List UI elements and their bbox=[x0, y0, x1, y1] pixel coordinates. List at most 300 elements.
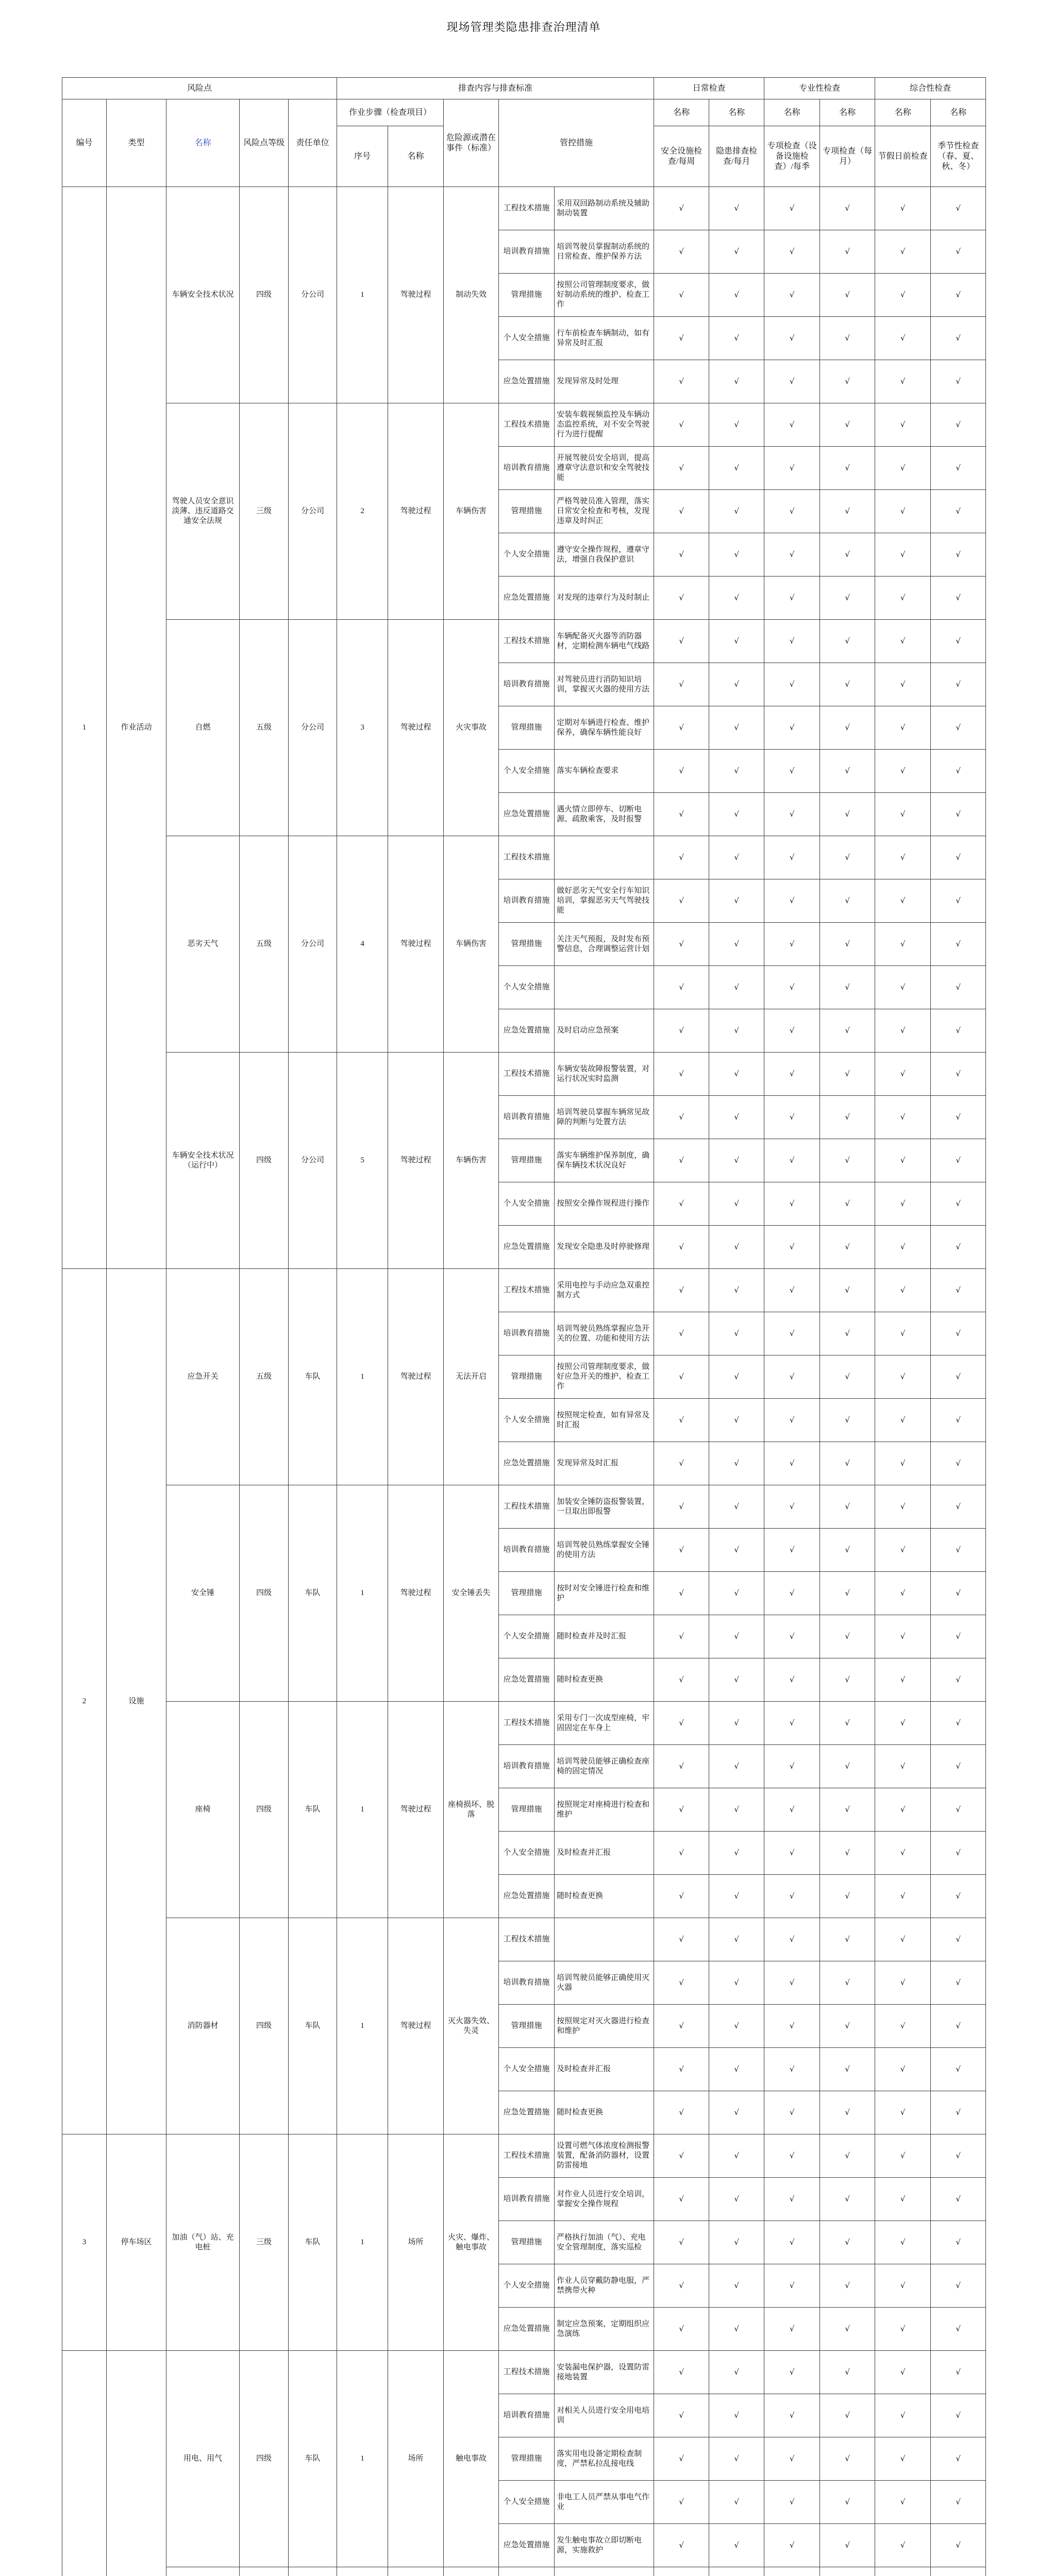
check-mark: √ bbox=[654, 1226, 709, 1269]
measure-category: 管理措施 bbox=[499, 1572, 555, 1615]
check-mark: √ bbox=[709, 1529, 764, 1572]
measure-content: 发现异常及时处理 bbox=[557, 377, 619, 385]
step-name: 驾驶过程 bbox=[388, 1053, 444, 1269]
hazard-event: 触电事故 bbox=[444, 2351, 499, 2567]
measure-category: 管理措施 bbox=[499, 1788, 555, 1832]
check-mark: √ bbox=[764, 706, 820, 750]
check-mark: √ bbox=[931, 1139, 986, 1182]
measure-category: 工程技术措施 bbox=[499, 1702, 555, 1745]
check-mark: √ bbox=[654, 1442, 709, 1485]
section-type: 作业活动 bbox=[107, 187, 166, 1269]
check-mark: √ bbox=[875, 2437, 931, 2481]
check-mark: √ bbox=[709, 1226, 764, 1269]
check-mark: √ bbox=[875, 2178, 931, 2221]
check-mark: √ bbox=[820, 1572, 875, 1615]
check-mark: √ bbox=[875, 1053, 931, 1096]
check-mark: √ bbox=[931, 2481, 986, 2524]
check-mark: √ bbox=[654, 2394, 709, 2437]
check-mark: √ bbox=[654, 490, 709, 533]
measure-category: 管理措施 bbox=[499, 2221, 555, 2264]
check-mark: √ bbox=[764, 1399, 820, 1442]
check-mark: √ bbox=[709, 1918, 764, 1961]
check-mark: √ bbox=[654, 966, 709, 1009]
measure-category: 个人安全措施 bbox=[499, 2481, 555, 2524]
check-mark: √ bbox=[764, 879, 820, 923]
check-mark: √ bbox=[931, 2048, 986, 2091]
check-mark: √ bbox=[654, 663, 709, 706]
measure-content: 遇火情立即停车、切断电源、疏散乘客，及时报警 bbox=[557, 805, 642, 823]
check-mark: √ bbox=[875, 2134, 931, 2178]
header-check-label: 名称 bbox=[654, 99, 709, 126]
step-name: 驾驶过程 bbox=[388, 1269, 444, 1485]
header-content-standard: 排查内容与排查标准 bbox=[337, 78, 654, 99]
check-mark: √ bbox=[875, 577, 931, 620]
measure-content: 发现安全隐患及时停驶修理 bbox=[557, 1243, 650, 1251]
check-mark: √ bbox=[931, 1485, 986, 1529]
measure-category: 应急处置措施 bbox=[499, 577, 555, 620]
check-mark: √ bbox=[764, 793, 820, 836]
measure-category: 应急处置措施 bbox=[499, 793, 555, 836]
risk-point-name: 安全锤 bbox=[166, 1485, 240, 1702]
check-mark: √ bbox=[820, 2481, 875, 2524]
header-risk-level: 风险点等级 bbox=[240, 99, 289, 187]
check-mark: √ bbox=[931, 1961, 986, 2005]
check-mark: √ bbox=[709, 923, 764, 966]
measure-content-cell bbox=[555, 403, 654, 447]
section-type: 设施 bbox=[107, 1269, 166, 2134]
measure-content-cell bbox=[555, 1139, 654, 1182]
measure-content: 对相关人员进行安全用电培训 bbox=[557, 2406, 650, 2425]
check-mark: √ bbox=[875, 274, 931, 317]
measure-category: 培训教育措施 bbox=[499, 2394, 555, 2437]
check-mark: √ bbox=[654, 2005, 709, 2048]
responsible-unit: 车队 bbox=[289, 1918, 337, 2134]
check-mark: √ bbox=[654, 447, 709, 490]
check-mark: √ bbox=[764, 1096, 820, 1139]
section-type bbox=[107, 2351, 166, 2576]
check-mark: √ bbox=[764, 1658, 820, 1702]
check-mark: √ bbox=[654, 1658, 709, 1702]
check-mark: √ bbox=[820, 1615, 875, 1658]
measure-content: 对作业人员进行安全培训，掌握安全操作规程 bbox=[557, 2190, 650, 2208]
measure-content-cell bbox=[555, 490, 654, 533]
measure-category: 个人安全措施 bbox=[499, 317, 555, 360]
check-mark: √ bbox=[654, 2048, 709, 2091]
header-row-1 bbox=[62, 78, 986, 99]
measure-content-cell bbox=[555, 1875, 654, 1918]
header-step-no: 序号 bbox=[337, 126, 388, 187]
check-mark: √ bbox=[654, 230, 709, 274]
check-mark: √ bbox=[875, 923, 931, 966]
measure-category: 应急处置措施 bbox=[499, 360, 555, 403]
step-number: 1 bbox=[337, 1269, 388, 1485]
check-mark: √ bbox=[875, 2091, 931, 2134]
header-check-desc: 专项检查（每月） bbox=[820, 126, 875, 187]
check-mark: √ bbox=[709, 1615, 764, 1658]
check-mark: √ bbox=[931, 1875, 986, 1918]
check-mark: √ bbox=[654, 2091, 709, 2134]
check-mark: √ bbox=[709, 1961, 764, 2005]
step-number: 1 bbox=[337, 1702, 388, 1918]
check-mark: √ bbox=[875, 317, 931, 360]
check-mark: √ bbox=[931, 1182, 986, 1226]
measure-category: 应急处置措施 bbox=[499, 2308, 555, 2351]
check-mark: √ bbox=[654, 2134, 709, 2178]
check-mark: √ bbox=[654, 1139, 709, 1182]
risk-level: 四级 bbox=[240, 1918, 289, 2134]
step-name: 驾驶过程 bbox=[388, 187, 444, 403]
header-no: 编号 bbox=[62, 99, 107, 187]
check-mark: √ bbox=[875, 187, 931, 230]
check-mark: √ bbox=[820, 317, 875, 360]
measure-category: 个人安全措施 bbox=[499, 1832, 555, 1875]
responsible-unit: 车队 bbox=[289, 2134, 337, 2351]
check-mark: √ bbox=[654, 1399, 709, 1442]
check-mark: √ bbox=[654, 2351, 709, 2394]
check-mark: √ bbox=[654, 1572, 709, 1615]
measure-content: 严格驾驶员准入管理，落实日常安全检查和考核，发现违章及时纠正 bbox=[557, 497, 650, 525]
step-name: 驾驶过程 bbox=[388, 836, 444, 1053]
measure-content-cell bbox=[555, 1399, 654, 1442]
measure-content: 培训驾驶员能够正确使用灭火器 bbox=[557, 1973, 650, 1992]
check-mark: √ bbox=[820, 230, 875, 274]
responsible-unit: 分公司 bbox=[289, 836, 337, 1053]
check-mark: √ bbox=[875, 793, 931, 836]
responsible-unit: 车队 bbox=[289, 1269, 337, 1485]
check-mark: √ bbox=[764, 620, 820, 663]
check-mark: √ bbox=[820, 360, 875, 403]
header-measures: 管控措施 bbox=[499, 99, 654, 187]
check-mark: √ bbox=[709, 187, 764, 230]
check-mark: √ bbox=[931, 2005, 986, 2048]
check-mark: √ bbox=[931, 1312, 986, 1355]
header-check-desc: 节假日前检查 bbox=[875, 126, 931, 187]
measure-category: 工程技术措施 bbox=[499, 836, 555, 879]
check-mark: √ bbox=[875, 533, 931, 577]
measure-content-cell bbox=[555, 836, 654, 879]
measure-content-cell bbox=[555, 447, 654, 490]
check-mark bbox=[654, 2567, 709, 2576]
check-mark: √ bbox=[764, 577, 820, 620]
measure-category: 个人安全措施 bbox=[499, 2048, 555, 2091]
check-mark: √ bbox=[709, 836, 764, 879]
measure-category: 个人安全措施 bbox=[499, 1615, 555, 1658]
measure-content: 按照规定检查，如有异常及时汇报 bbox=[557, 1411, 650, 1429]
measure-content-cell bbox=[555, 2437, 654, 2481]
step-number bbox=[337, 2567, 388, 2576]
check-mark: √ bbox=[654, 1355, 709, 1399]
check-mark: √ bbox=[709, 2394, 764, 2437]
header-check-desc: 季节性检查（春、夏、秋、冬） bbox=[931, 126, 986, 187]
check-mark: √ bbox=[764, 966, 820, 1009]
check-mark: √ bbox=[820, 1096, 875, 1139]
check-mark: √ bbox=[820, 2394, 875, 2437]
check-mark: √ bbox=[764, 230, 820, 274]
measure-content: 随时检查更换 bbox=[557, 2108, 604, 2116]
measure-content: 发现异常及时汇报 bbox=[557, 1459, 619, 1467]
measure-content-cell bbox=[555, 1226, 654, 1269]
measure-category: 管理措施 bbox=[499, 1139, 555, 1182]
measure-content-cell bbox=[555, 1355, 654, 1399]
check-mark: √ bbox=[654, 1096, 709, 1139]
measure-content-cell bbox=[555, 274, 654, 317]
measure-content: 落实车辆检查要求 bbox=[557, 767, 619, 775]
measure-category: 管理措施 bbox=[499, 1355, 555, 1399]
measure-content: 按照公司管理制度要求，做好制动系统的维护、检查工作 bbox=[557, 281, 650, 309]
header-check-label: 名称 bbox=[709, 99, 764, 126]
measure-content-cell bbox=[555, 2048, 654, 2091]
check-mark: √ bbox=[764, 663, 820, 706]
check-mark: √ bbox=[709, 2221, 764, 2264]
measure-content: 按时对安全锤进行检查和维护 bbox=[557, 1584, 650, 1602]
measure-content: 对发现的违章行为及时制止 bbox=[557, 594, 650, 602]
check-mark: √ bbox=[820, 577, 875, 620]
check-mark: √ bbox=[709, 1096, 764, 1139]
check-mark: √ bbox=[820, 1658, 875, 1702]
check-mark: √ bbox=[764, 2437, 820, 2481]
check-mark: √ bbox=[875, 2524, 931, 2567]
step-number: 1 bbox=[337, 2351, 388, 2567]
check-mark: √ bbox=[764, 2351, 820, 2394]
check-mark: √ bbox=[820, 1269, 875, 1312]
section-number: 2 bbox=[62, 1269, 107, 2134]
check-mark: √ bbox=[709, 706, 764, 750]
check-mark: √ bbox=[931, 2134, 986, 2178]
risk-point-name: 加油（气）站、充电桩 bbox=[166, 2134, 240, 2351]
table-header bbox=[62, 78, 986, 187]
check-mark: √ bbox=[709, 1053, 764, 1096]
header-check-label: 名称 bbox=[820, 99, 875, 126]
measure-content: 作业人员穿戴防静电服，严禁携带火种 bbox=[557, 2276, 650, 2295]
check-mark: √ bbox=[654, 1961, 709, 2005]
check-mark: √ bbox=[709, 577, 764, 620]
check-mark: √ bbox=[654, 403, 709, 447]
check-mark: √ bbox=[820, 1832, 875, 1875]
check-mark: √ bbox=[931, 966, 986, 1009]
check-mark: √ bbox=[820, 2221, 875, 2264]
check-mark: √ bbox=[709, 1788, 764, 1832]
measure-category: 培训教育措施 bbox=[499, 1745, 555, 1788]
check-mark: √ bbox=[654, 706, 709, 750]
measure-content: 及时启动应急预案 bbox=[557, 1026, 619, 1035]
check-mark: √ bbox=[820, 2178, 875, 2221]
check-mark: √ bbox=[875, 2005, 931, 2048]
measure-content: 培训驾驶员熟练掌握安全锤的使用方法 bbox=[557, 1540, 650, 1559]
check-mark: √ bbox=[654, 1788, 709, 1832]
check-mark: √ bbox=[931, 1702, 986, 1745]
measure-category: 管理措施 bbox=[499, 923, 555, 966]
check-mark: √ bbox=[875, 2308, 931, 2351]
check-mark: √ bbox=[875, 1572, 931, 1615]
check-mark: √ bbox=[709, 1745, 764, 1788]
check-mark: √ bbox=[875, 1918, 931, 1961]
check-mark: √ bbox=[820, 187, 875, 230]
measure-content: 关注天气预报，及时发布预警信息，合理调整运营计划 bbox=[557, 935, 650, 953]
check-mark: √ bbox=[931, 187, 986, 230]
measure-content: 按照规定对座椅进行检查和维护 bbox=[557, 1800, 650, 1819]
check-mark: √ bbox=[875, 1658, 931, 1702]
check-mark: √ bbox=[875, 1745, 931, 1788]
measure-category: 个人安全措施 bbox=[499, 1182, 555, 1226]
check-mark: √ bbox=[820, 1875, 875, 1918]
section-number: 3 bbox=[62, 2134, 107, 2351]
check-mark: √ bbox=[875, 1875, 931, 1918]
check-mark: √ bbox=[820, 1745, 875, 1788]
check-mark: √ bbox=[654, 1702, 709, 1745]
check-mark: √ bbox=[875, 1269, 931, 1312]
measure-content-cell bbox=[555, 1918, 654, 1961]
check-mark: √ bbox=[820, 1918, 875, 1961]
measure-content: 及时检查并汇报 bbox=[557, 1849, 611, 1857]
step-name: 场所 bbox=[388, 2351, 444, 2567]
check-mark: √ bbox=[931, 1788, 986, 1832]
measure-content: 培训驾驶员能够正确检查座椅的固定情况 bbox=[557, 1757, 650, 1775]
measure-content-cell bbox=[555, 1529, 654, 1572]
check-mark: √ bbox=[820, 2351, 875, 2394]
check-mark: √ bbox=[654, 2308, 709, 2351]
check-mark: √ bbox=[931, 360, 986, 403]
table-body bbox=[62, 187, 986, 2576]
check-mark: √ bbox=[875, 1139, 931, 1182]
measure-content-cell bbox=[555, 1442, 654, 1485]
check-mark: √ bbox=[820, 1442, 875, 1485]
table-row bbox=[62, 1702, 986, 1745]
measure-category: 工程技术措施 bbox=[499, 2134, 555, 2178]
measure-content: 行车前检查车辆制动，如有异常及时汇报 bbox=[557, 329, 650, 347]
measure-content: 对驾驶员进行消防知识培训，掌握灭火器的使用方法 bbox=[557, 675, 650, 693]
measure-category: 培训教育措施 bbox=[499, 1961, 555, 2005]
check-mark: √ bbox=[764, 447, 820, 490]
check-mark: √ bbox=[654, 1529, 709, 1572]
check-mark: √ bbox=[764, 1615, 820, 1658]
check-mark: √ bbox=[654, 1053, 709, 1096]
risk-level: 四级 bbox=[240, 1702, 289, 1918]
check-mark: √ bbox=[875, 750, 931, 793]
step-number: 3 bbox=[337, 620, 388, 836]
measure-content-cell bbox=[555, 2567, 654, 2576]
check-mark: √ bbox=[875, 1529, 931, 1572]
check-mark: √ bbox=[931, 923, 986, 966]
step-number: 4 bbox=[337, 836, 388, 1053]
table-row bbox=[62, 2567, 986, 2576]
header-daily-check: 日常检查 bbox=[654, 78, 764, 99]
check-mark: √ bbox=[709, 1658, 764, 1702]
measure-category: 培训教育措施 bbox=[499, 447, 555, 490]
measure-category: 工程技术措施 bbox=[499, 403, 555, 447]
check-mark: √ bbox=[709, 663, 764, 706]
hazard-event: 灭火器失效、失灵 bbox=[444, 1918, 499, 2134]
check-mark: √ bbox=[875, 1009, 931, 1053]
header-check-label: 名称 bbox=[764, 99, 820, 126]
risk-point-name: 座椅 bbox=[166, 1702, 240, 1918]
measure-category: 工程技术措施 bbox=[499, 620, 555, 663]
check-mark: √ bbox=[764, 1485, 820, 1529]
measure-category: 培训教育措施 bbox=[499, 1312, 555, 1355]
measure-content-cell bbox=[555, 1702, 654, 1745]
measure-category: 培训教育措施 bbox=[499, 230, 555, 274]
table-row bbox=[62, 1053, 986, 1096]
check-mark: √ bbox=[764, 2308, 820, 2351]
header-type: 类型 bbox=[107, 99, 166, 187]
measure-content: 随时检查更换 bbox=[557, 1675, 604, 1684]
check-mark: √ bbox=[709, 1399, 764, 1442]
check-mark: √ bbox=[654, 577, 709, 620]
measure-content-cell bbox=[555, 2308, 654, 2351]
check-mark: √ bbox=[931, 1399, 986, 1442]
measure-content: 采用专门一次成型座椅，牢固固定在车身上 bbox=[557, 1714, 650, 1732]
check-mark: √ bbox=[931, 230, 986, 274]
check-mark: √ bbox=[820, 2091, 875, 2134]
check-mark: √ bbox=[875, 447, 931, 490]
check-mark: √ bbox=[820, 447, 875, 490]
check-mark: √ bbox=[709, 620, 764, 663]
measure-content-cell bbox=[555, 1832, 654, 1875]
risk-level: 五级 bbox=[240, 620, 289, 836]
check-mark: √ bbox=[931, 1442, 986, 1485]
check-mark: √ bbox=[820, 1053, 875, 1096]
hazard-event: 安全锤丢失 bbox=[444, 1485, 499, 1702]
check-mark: √ bbox=[931, 577, 986, 620]
check-mark: √ bbox=[764, 1053, 820, 1096]
check-mark: √ bbox=[820, 2524, 875, 2567]
measure-content: 培训驾驶员掌握车辆常见故障的判断与处置方法 bbox=[557, 1108, 650, 1126]
step-number: 1 bbox=[337, 187, 388, 403]
measure-content: 按照安全操作规程进行操作 bbox=[557, 1199, 650, 1208]
check-mark: √ bbox=[709, 1442, 764, 1485]
check-mark: √ bbox=[709, 793, 764, 836]
section-number bbox=[62, 2351, 107, 2576]
check-mark: √ bbox=[764, 490, 820, 533]
check-mark: √ bbox=[654, 1918, 709, 1961]
measure-content: 做好恶劣天气安全行车知识培训，掌握恶劣天气驾驶技能 bbox=[557, 887, 650, 914]
header-check-label: 名称 bbox=[875, 99, 931, 126]
check-mark: √ bbox=[709, 317, 764, 360]
check-mark: √ bbox=[820, 1485, 875, 1529]
table-row bbox=[62, 1269, 986, 1312]
check-mark: √ bbox=[709, 879, 764, 923]
check-mark: √ bbox=[931, 2524, 986, 2567]
measure-content: 落实车辆维护保养制度，确保车辆技术状况良好 bbox=[557, 1151, 650, 1170]
check-mark: √ bbox=[654, 923, 709, 966]
measure-content-cell bbox=[555, 1961, 654, 2005]
measure-content-cell bbox=[555, 1096, 654, 1139]
measure-content: 严格执行加油（气）、充电安全管理制度，落实巡检 bbox=[557, 2233, 646, 2251]
check-mark: √ bbox=[875, 1702, 931, 1745]
check-mark: √ bbox=[709, 750, 764, 793]
check-mark: √ bbox=[875, 1788, 931, 1832]
measure-content-cell bbox=[555, 1053, 654, 1096]
step-name: 驾驶过程 bbox=[388, 1702, 444, 1918]
table-row bbox=[62, 836, 986, 879]
header-check-desc: 安全设施检查/每周 bbox=[654, 126, 709, 187]
hazard-event bbox=[444, 2567, 499, 2576]
measure-content-cell bbox=[555, 1788, 654, 1832]
check-mark: √ bbox=[654, 879, 709, 923]
check-mark: √ bbox=[709, 230, 764, 274]
measure-category: 管理措施 bbox=[499, 2437, 555, 2481]
check-mark: √ bbox=[709, 2351, 764, 2394]
risk-level: 三级 bbox=[240, 403, 289, 620]
check-mark: √ bbox=[654, 1615, 709, 1658]
step-number: 1 bbox=[337, 1918, 388, 2134]
check-mark: √ bbox=[931, 706, 986, 750]
measure-content-cell bbox=[555, 1658, 654, 1702]
check-mark: √ bbox=[931, 663, 986, 706]
check-mark: √ bbox=[764, 1572, 820, 1615]
measure-content: 按照规定对灭火器进行检查和维护 bbox=[557, 2016, 650, 2035]
check-mark: √ bbox=[875, 2351, 931, 2394]
measure-category bbox=[499, 2567, 555, 2576]
